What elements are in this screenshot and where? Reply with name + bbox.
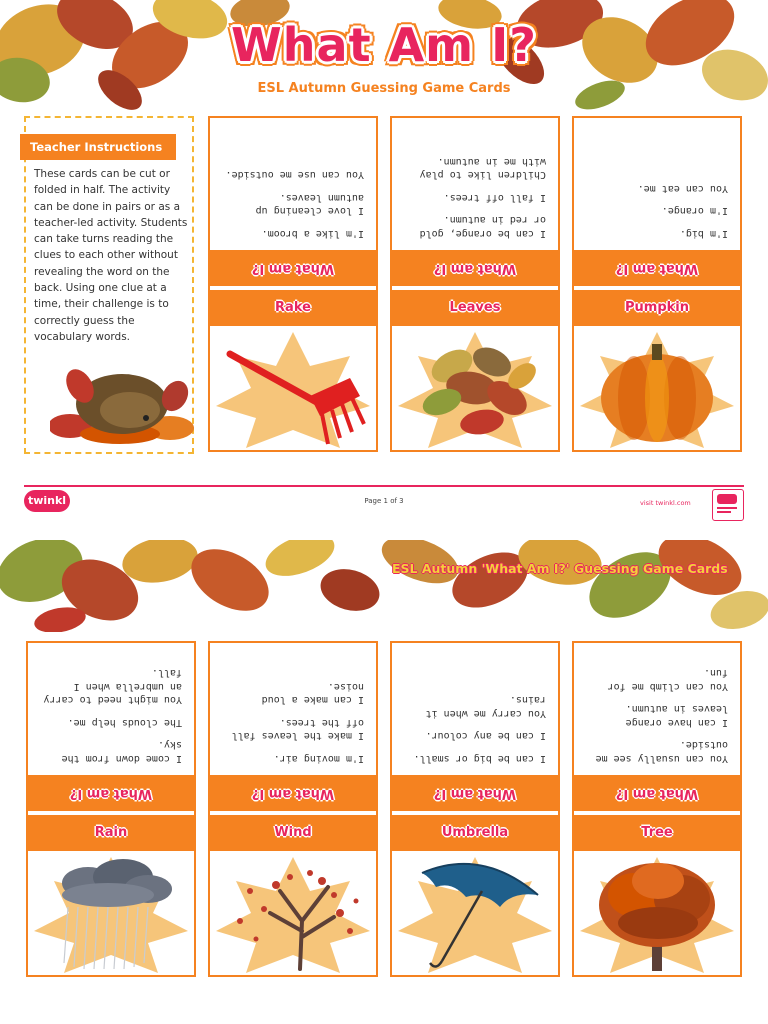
what-am-i-banner: What am I? xyxy=(210,775,376,811)
what-am-i-banner: What am I? xyxy=(28,775,194,811)
card-tree xyxy=(572,641,742,977)
footer-divider xyxy=(24,485,744,487)
clue: I can be big or small. xyxy=(413,753,546,764)
card-answer: Rake xyxy=(210,290,376,326)
card-clues xyxy=(392,643,558,775)
clue: I'm moving air. xyxy=(273,753,364,764)
card-clues xyxy=(574,643,740,775)
clue: You carry me when it rains. xyxy=(425,694,546,719)
what-am-i-banner: What am I? xyxy=(574,250,740,286)
what-am-i-banner: What am I? xyxy=(210,250,376,286)
clue: You can usually see me outside. xyxy=(595,739,728,764)
clue: I can have orange leaves in autumn. xyxy=(625,703,728,728)
clue: You might need to carry an umbrella when I fall. xyxy=(43,667,182,706)
clue: You can eat me. xyxy=(637,183,728,194)
clue: I'm like a broom. xyxy=(261,228,364,239)
what-am-i-banner: What am I? xyxy=(574,775,740,811)
clue: You can use me outside. xyxy=(225,169,364,181)
leaves-icon xyxy=(392,326,558,450)
clue: I can be any colour. xyxy=(425,730,546,742)
clue: I love cleaning up autumn leaves. xyxy=(255,192,364,217)
rain-cloud-icon xyxy=(28,851,194,975)
windy-tree-icon xyxy=(210,851,376,975)
page-title: What Am I? xyxy=(231,18,537,72)
card-leaves xyxy=(390,116,560,452)
what-am-i-banner: What am I? xyxy=(392,775,558,811)
card-answer: Wind xyxy=(210,815,376,851)
teacher-instructions-box xyxy=(24,116,194,454)
page-number: Page 1 of 3 xyxy=(364,497,404,505)
quality-badge-icon xyxy=(712,489,744,521)
teacher-instructions-text: These cards can be cut or folded in half. The activity can be done in pairs or as a teacher-led activity. Students can take turns reading the clues to each other without revealing the word on the back. Using one clue at a time, their challenge is to correctly guess the vocabulary words. xyxy=(34,168,188,343)
clue: I fall off trees. xyxy=(443,192,546,203)
autumn-tree-icon xyxy=(574,851,740,975)
leaf-banner-page2 xyxy=(0,540,768,632)
pumpkin-icon xyxy=(574,326,740,450)
clue: I can be orange, gold or red in autumn. xyxy=(419,214,546,239)
clue: You can climb me for fun. xyxy=(607,667,728,692)
card-pumpkin xyxy=(572,116,742,452)
card-clues xyxy=(392,118,558,250)
card-clues xyxy=(210,118,376,250)
card-answer: Umbrella xyxy=(392,815,558,851)
clue: I can make a loud noise. xyxy=(261,681,364,706)
card-wind xyxy=(208,641,378,977)
clue: I come down from the sky. xyxy=(61,739,182,764)
clue: I'm orange. xyxy=(661,205,728,217)
twinkl-logo: twinkl xyxy=(24,490,70,512)
clue: The clouds help me. xyxy=(67,717,182,728)
card-umbrella xyxy=(390,641,560,977)
hedgehog-icon xyxy=(50,356,196,446)
umbrella-icon xyxy=(392,851,558,975)
page2-subtitle: ESL Autumn 'What Am I?' Guessing Game Cards xyxy=(392,561,728,576)
clue: Children like to play with me in autumn. xyxy=(419,156,546,181)
rake-icon xyxy=(210,326,376,450)
clue: I make the leaves fall off the trees. xyxy=(231,717,364,742)
what-am-i-banner: What am I? xyxy=(392,250,558,286)
card-rake xyxy=(208,116,378,452)
clue: I'm big. xyxy=(679,228,728,239)
teacher-instructions-heading: Teacher Instructions xyxy=(20,134,176,160)
card-answer: Pumpkin xyxy=(574,290,740,326)
card-clues xyxy=(28,643,194,775)
visit-link[interactable]: visit twinkl.com xyxy=(640,499,691,507)
card-clues xyxy=(574,118,740,250)
page-subtitle: ESL Autumn Guessing Game Cards xyxy=(257,81,511,96)
card-answer: Tree xyxy=(574,815,740,851)
card-rain xyxy=(26,641,196,977)
card-clues xyxy=(210,643,376,775)
autumn-leaves-decoration-icon xyxy=(0,540,768,632)
card-answer: Rain xyxy=(28,815,194,851)
card-answer: Leaves xyxy=(392,290,558,326)
